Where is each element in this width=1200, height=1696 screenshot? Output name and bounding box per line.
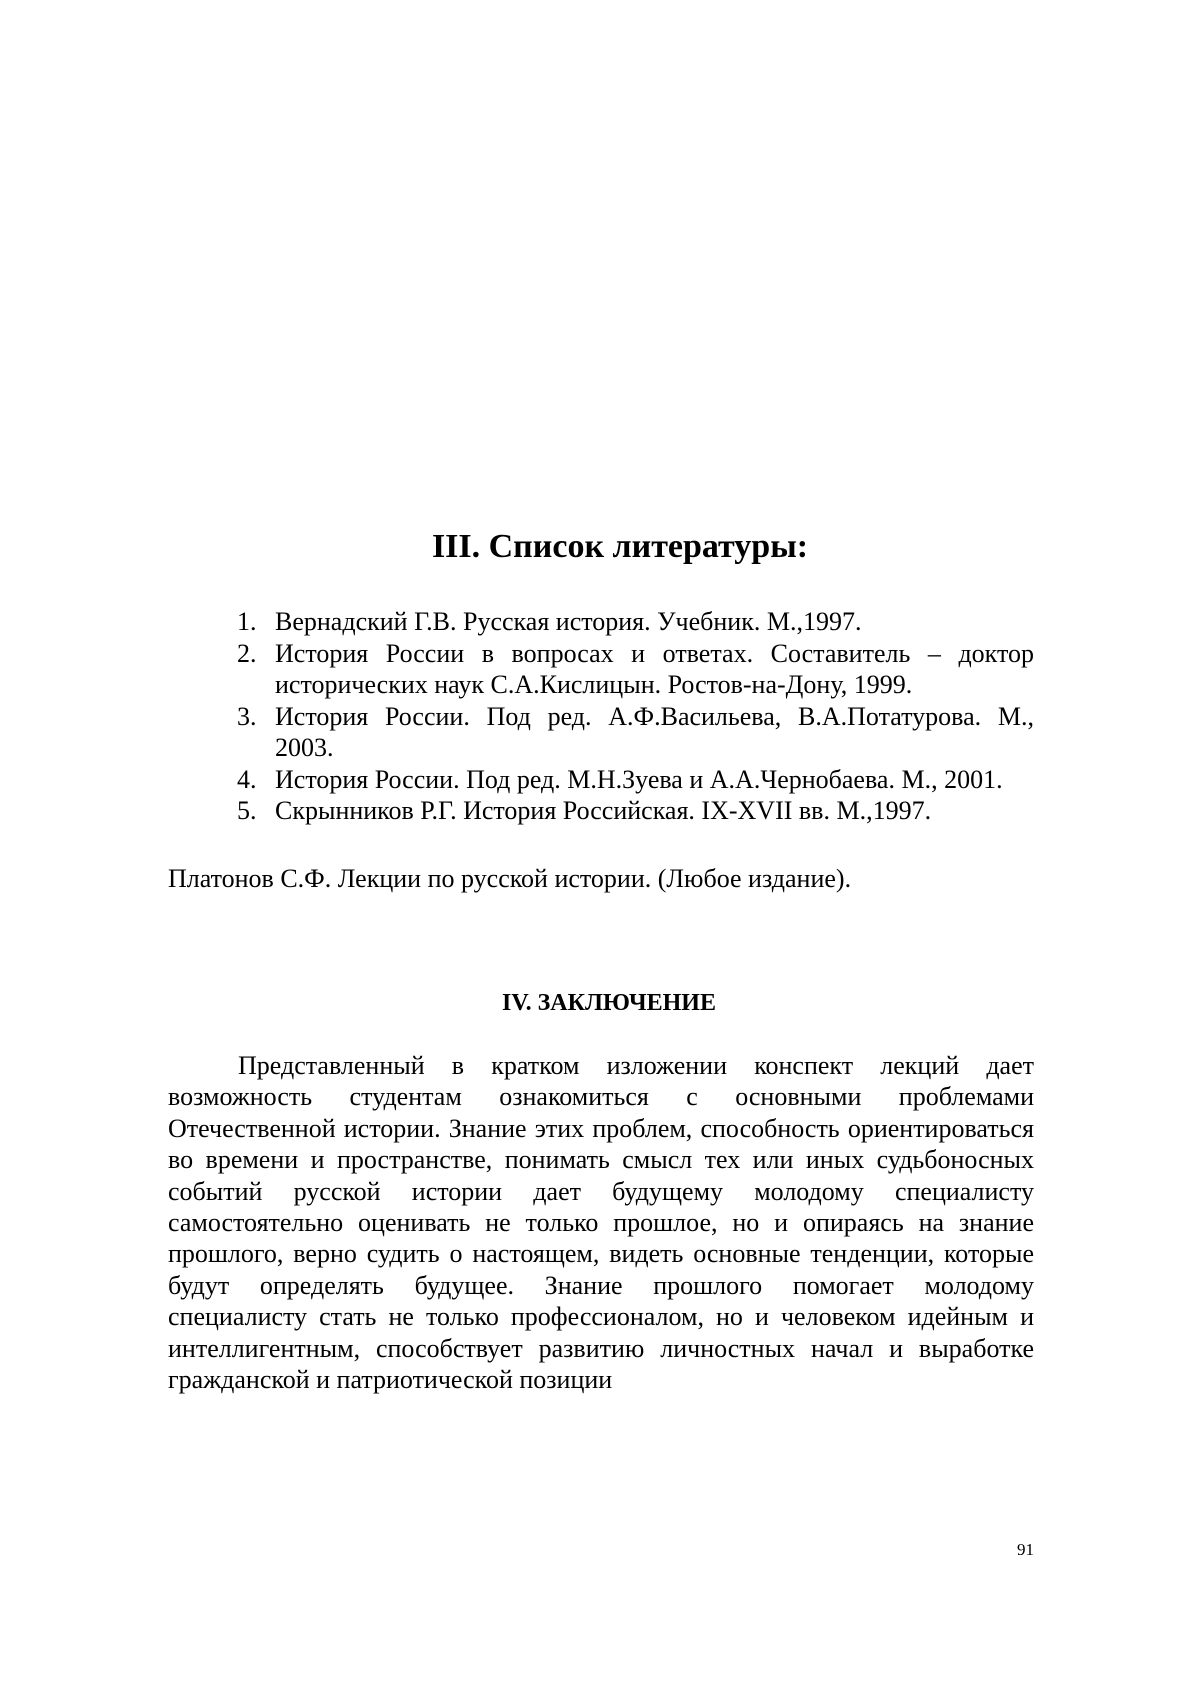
page-number: 91 bbox=[1017, 1540, 1034, 1559]
literature-item-text: Вернадский Г.В. Русская история. Учебник. М.,1997. bbox=[275, 607, 862, 636]
literature-item bbox=[230, 606, 1034, 638]
literature-item-number: 4. bbox=[237, 764, 257, 794]
literature-item-text: История России. Под ред. М.Н.Зуева и А.А.Чернобаева. М., 2001. bbox=[275, 764, 1003, 794]
literature-item-text: История России в вопросах и ответах. Составитель – доктор исторических наук С.А.Кислицын. Ростов-на-Дону, 1999. bbox=[275, 638, 1034, 699]
literature-item bbox=[230, 764, 1034, 796]
literature-item bbox=[230, 795, 1034, 827]
literature-item-number: 3. bbox=[237, 701, 257, 731]
literature-item-number: 2. bbox=[237, 638, 257, 668]
conclusion-paragraph: Представленный в кратком изложении конспект лекций дает возможность студентам ознакомиться с основными проблемами Отечественной истории. Знание этих проблем, способность ориентироваться во времени и пространстве, понимать смысл тех или иных судьбоносных событий русской истории дает будущему молодому специалисту самостоятельно оценивать не только прошлое, но и опираясь на знание прошлого, верно судить о настоящем, видеть основные тенденции, которые будут определять будущее. Знание прошлого помогает молодому специалисту стать не только профессионалом, но и человеком идейным и интеллигентным, способствует развитию личностных начал и выработке гражданской и патриотической позиции bbox=[168, 1051, 1034, 1395]
conclusion-title: IV. ЗАКЛЮЧЕНИЕ bbox=[502, 990, 716, 1016]
literature-item-text: История России. Под ред. А.Ф.Васильева, В.А.Потатурова. М., 2003. bbox=[275, 701, 1034, 762]
literature-item bbox=[230, 638, 1034, 701]
literature-item bbox=[230, 701, 1034, 764]
literature-item-number: 1. bbox=[237, 607, 257, 636]
literature-item-number: 5. bbox=[237, 796, 257, 825]
literature-list bbox=[230, 606, 1034, 827]
literature-extra-entry: Платонов С.Ф. Лекции по русской истории. (Любое издание). bbox=[168, 864, 852, 893]
literature-title: III. Список литературы: bbox=[431, 528, 809, 565]
literature-item-text: Скрынников Р.Г. История Российская. IX-XVII вв. М.,1997. bbox=[275, 796, 932, 825]
